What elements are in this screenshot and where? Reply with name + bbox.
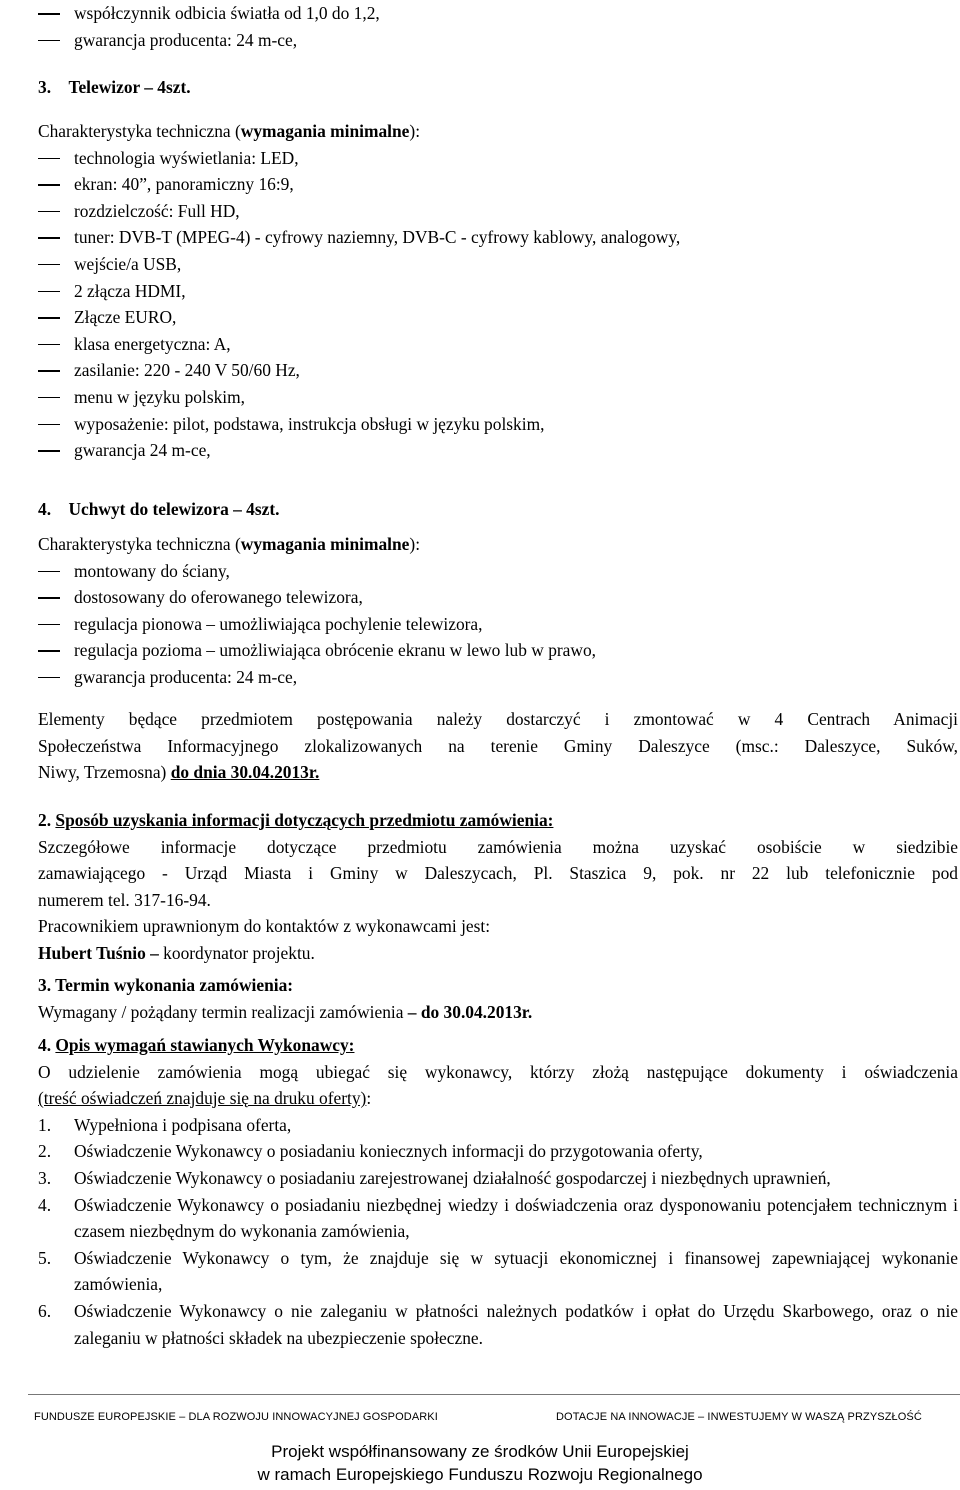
spec-heading-suffix: ): (409, 121, 421, 141)
term-line (38, 999, 958, 1026)
requirements-note: (treść oświadczeń znajduje się na druku oferty) (38, 1088, 367, 1109)
requirement-text: Oświadczenie Wykonawcy o tym, że znajduje się w sytuacji ekonomicznej i finansowej zapewniającej wykonanie zamówienia, (74, 1247, 958, 1295)
top-continuation-list (38, 0, 958, 53)
requirements-intro (38, 1085, 958, 1112)
section-title: Telewizor – 4szt. (68, 77, 191, 97)
delivery-deadline: do dnia 30.04.2013r. (170, 762, 320, 783)
requirement-text: Oświadczenie Wykonawcy o nie zaleganiu w płatności należnych podatków i opłat do Urzędu Skarbowego, oraz o nie zaleganiu w płatności składek na ubezpieczenie społeczne. (74, 1300, 958, 1348)
requirement-item (38, 1192, 958, 1245)
section-title: Uchwyt do telewizora – 4szt. (68, 499, 280, 519)
requirement-number: 1. (38, 1114, 52, 1135)
spec-heading-suffix: ): (409, 534, 421, 554)
spec-heading-bold: wymagania minimalne (240, 534, 410, 554)
list-item: regulacja pionowa – umożliwiająca pochylenie telewizora, (38, 611, 958, 638)
delivery-line (38, 759, 958, 786)
info-line: zamawiającego - Urząd Miasta i Gminy w Daleszycach, Pl. Staszica 9, pok. nr 22 lub telefonicznie pod (38, 863, 958, 884)
footer-cofinancing (0, 1440, 960, 1486)
section-tv (38, 74, 958, 101)
info-heading (38, 807, 958, 834)
list-item: 2 złącza HDMI, (38, 278, 958, 305)
requirements-heading (38, 1032, 958, 1059)
requirements-colon: : (366, 1088, 372, 1109)
requirement-number: 5. (38, 1247, 52, 1268)
requirements-intro: O udzielenie zamówienia mogą ubiegać się wykonawcy, którzy złożą następujące dokumenty i oświadczenia (38, 1061, 958, 1082)
list-item: zasilanie: 220 - 240 V 50/60 Hz, (38, 357, 958, 384)
section-mount-spec (38, 531, 958, 691)
section-tv-spec (38, 118, 958, 464)
spec-heading-prefix: Charakterystyka techniczna ( (38, 121, 241, 141)
section-tv-heading (38, 74, 958, 101)
delivery-line-text: Niwy, Trzemosna) (38, 762, 171, 783)
section-mount (38, 496, 958, 523)
list-item: gwarancja producenta: 24 m-ce, (38, 27, 958, 54)
section-number: 4. (38, 499, 52, 519)
requirement-text: Oświadczenie Wykonawcy o posiadaniu koniecznych informacji do przygotowania oferty, (74, 1141, 703, 1162)
section-number: 3. (38, 77, 52, 97)
delivery-line: Elementy będące przedmiotem postępowania należy dostarczyć i zmontować w 4 Centrach Animacji (38, 709, 958, 729)
footer-left-slogan: FUNDUSZE EUROPEJSKIE – DLA ROZWOJU INNOWACYJNEJ GOSPODARKI (34, 1411, 438, 1423)
heading-text: Opis wymagań stawianych Wykonawcy: (55, 1035, 355, 1055)
list-item: dostosowany do oferowanego telewizora, (38, 584, 958, 611)
list-item: regulacja pozioma – umożliwiająca obrócenie ekranu w lewo lub w prawo, (38, 637, 958, 664)
requirement-item (38, 1298, 958, 1351)
footer-right-slogan: DOTACJE NA INNOWACJE – INWESTUJEMY W WASZĄ PRZYSZŁOŚĆ (556, 1411, 922, 1423)
requirement-item (38, 1138, 958, 1165)
term-line-text: Wymagany / pożądany termin realizacji zamówienia (38, 1001, 408, 1022)
list-item: tuner: DVB-T (MPEG-4) - cyfrowy naziemny, DVB-C - cyfrowy kablowy, analogowy, (38, 224, 958, 251)
requirements-list (38, 1112, 958, 1351)
requirement-number: 6. (38, 1300, 52, 1321)
requirement-text: Oświadczenie Wykonawcy o posiadaniu niezbędnej wiedzy i doświadczenia oraz dysponowaniu potencjałem technicznym i czasem niezbędnym do wykonania zamówienia, (74, 1194, 958, 1242)
contact-person-name: Hubert Tuśnio – (38, 942, 159, 963)
requirement-item (38, 1112, 958, 1139)
term-section (38, 972, 958, 1025)
requirement-item (38, 1245, 958, 1298)
list-item: technologia wyświetlania: LED, (38, 145, 958, 172)
mount-spec-list (38, 558, 958, 691)
footer-line: w ramach Europejskiego Funduszu Rozwoju Regionalnego (257, 1465, 703, 1484)
list-item: gwarancja producenta: 24 m-ce, (38, 664, 958, 691)
heading-text: Sposób uzyskania informacji dotyczących przedmiotu zamówienia: (55, 810, 554, 830)
spec-heading-bold: wymagania minimalne (240, 121, 410, 141)
list-item: Złącze EURO, (38, 304, 958, 331)
requirement-number: 3. (38, 1167, 52, 1188)
list-item: rozdzielczość: Full HD, (38, 198, 958, 225)
requirement-item (38, 1165, 958, 1192)
footer-line: Projekt współfinansowany ze środków Unii Europejskiej (271, 1442, 689, 1461)
list-item: współczynnik odbicia światła od 1,0 do 1,2, (38, 0, 958, 27)
spec-heading-prefix: Charakterystyka techniczna ( (38, 534, 241, 554)
requirements-section (38, 1032, 958, 1351)
term-heading: 3. Termin wykonania zamówienia: (38, 975, 294, 995)
term-deadline: – do 30.04.2013r. (407, 1001, 533, 1022)
info-line: numerem tel. 317-16-94. (38, 889, 211, 910)
contact-person (38, 940, 958, 967)
info-line: Szczegółowe informacje dotyczące przedmiotu zamówienia można uzyskać osobiście w siedzibie (38, 836, 958, 857)
dash-list (38, 0, 958, 53)
list-item: wejście/a USB, (38, 251, 958, 278)
list-item: menu w języku polskim, (38, 384, 958, 411)
section-mount-heading (38, 496, 958, 523)
contact-person-role: koordynator projektu. (158, 942, 315, 963)
requirement-number: 4. (38, 1194, 52, 1215)
list-item: klasa energetyczna: A, (38, 331, 958, 358)
requirement-number: 2. (38, 1141, 52, 1162)
requirement-text: Oświadczenie Wykonawcy o posiadaniu zarejestrowanej działalność gospodarczej i niezbędnych uprawnień, (74, 1167, 831, 1188)
heading-number: 4. (38, 1035, 52, 1055)
list-item: ekran: 40”, panoramiczny 16:9, (38, 171, 958, 198)
list-item: wyposażenie: pilot, podstawa, instrukcja obsługi w języku polskim, (38, 411, 958, 438)
delivery-paragraph (38, 706, 958, 786)
spec-heading (38, 118, 958, 145)
list-item: gwarancja 24 m-ce, (38, 437, 958, 464)
spec-heading (38, 531, 958, 558)
delivery-line: Społeczeństwa Informacyjnego zlokalizowanych na terenie Gminy Daleszyce (msc.: Daleszyce, Suków, (38, 735, 958, 756)
heading-number: 2. (38, 810, 52, 830)
footer-divider (28, 1394, 960, 1395)
info-section (38, 807, 958, 967)
tv-spec-list (38, 145, 958, 464)
list-item: montowany do ściany, (38, 558, 958, 585)
requirement-text: Wypełniona i podpisana oferta, (74, 1114, 292, 1135)
info-line: Pracownikiem uprawnionym do kontaktów z wykonawcami jest: (38, 916, 491, 937)
